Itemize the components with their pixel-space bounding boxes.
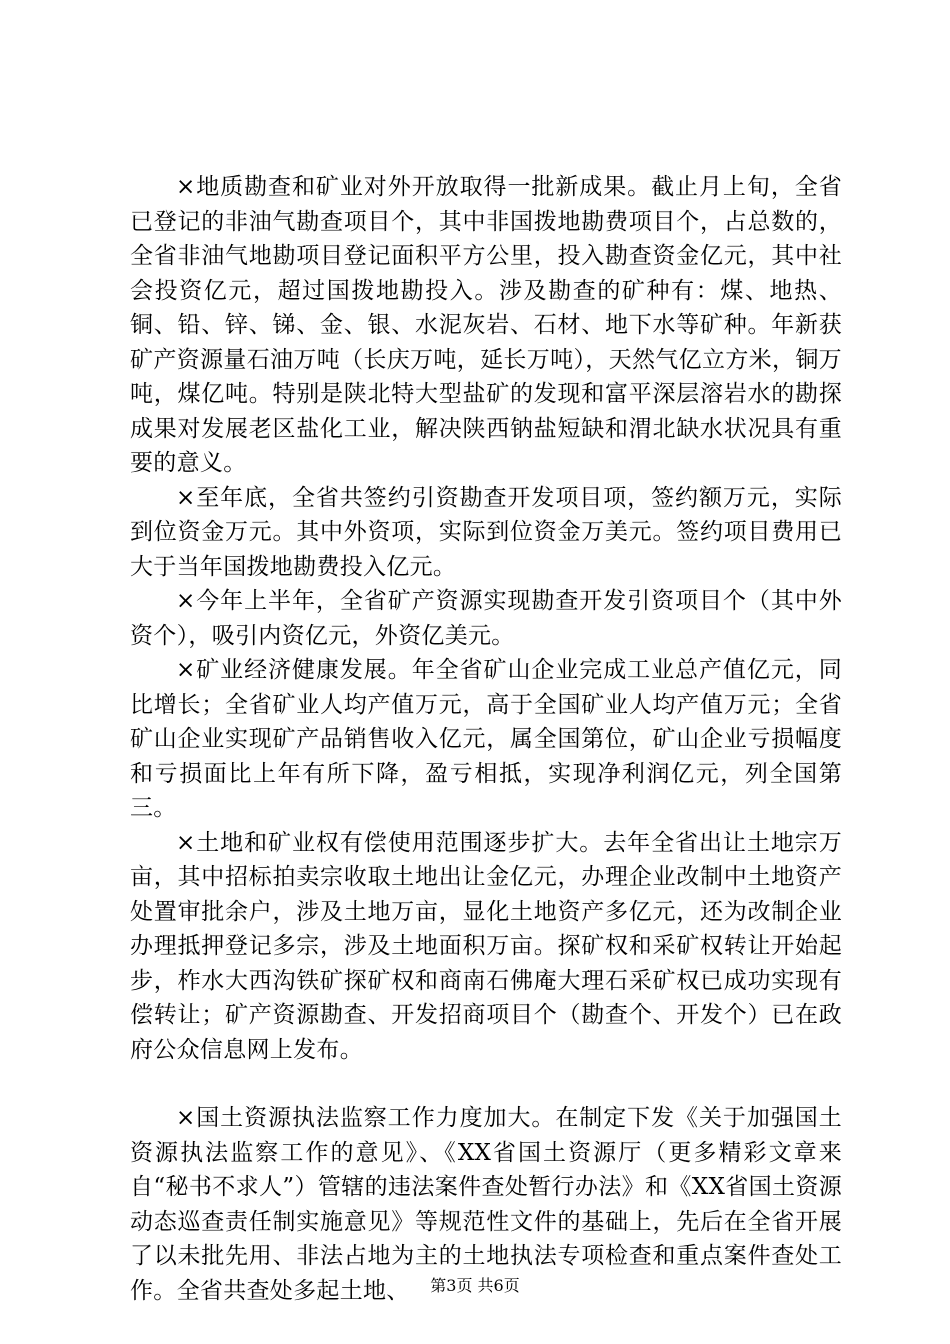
paragraph-law-enforcement: ×国土资源执法监察工作力度加大。在制定下发《关于加强国土资源执法监察工作的意见》、《XX省国土资源厅（更多精彩文章来自“秘书不求人”）管辖的违法案件查处暂行办法》和《XX省国土资源动态巡查责任制实施意见》等规范性文件的基础上，先后在全省开展了以未批先用、非法占地为主的土地执法专项检查和重点案件查处工作。全省共查处多起土地、 [130,1105,842,1304]
paragraph-first-half-year: ×今年上半年，全省矿产资源实现勘查开发引资项目个（其中外资个），吸引内资亿元，外资亿美元。 [130,588,842,649]
paragraph-mining-economy: ×矿业经济健康发展。年全省矿山企业完成工业总产值亿元，同比增长；全省矿业人均产值万元，高于全国矿业人均产值万元；全省矿山企业实现矿产品销售收入亿元，属全国第位，矿山企业亏损幅度和亏损面比上年有所下降，盈亏相抵，实现净利润亿元，列全国第三。 [130,657,842,821]
paragraph-land-mining-rights: ×土地和矿业权有偿使用范围逐步扩大。去年全省出让土地宗万亩，其中招标拍卖宗收取土地出让金亿元，办理企业改制中土地资产处置审批余户，涉及土地万亩，显化土地资产多亿元，还为改制企业办理抵押登记多宗，涉及土地面积万亩。探矿权和采矿权转让开始起步，柞水大西沟铁矿探矿权和商南石佛庵大理石采矿权已成功实现有偿转让；矿产资源勘查、开发招商项目个（勘查个、开发个）已在政府公众信息网上发布。 [130,829,842,1063]
page-footer: 第3页 共6页 [430,1276,520,1295]
body-text [130,170,842,1308]
paragraph-geological-survey: ×地质勘查和矿业对外开放取得一批新成果。截止月上旬，全省已登记的非油气勘查项目个，其中非国拨地勘费项目个，占总数的，全省非油气地勘项目登记面积平方公里，投入勘查资金亿元，其中社会投资亿元，超过国拨地勘投入。涉及勘查的矿种有：煤、地热、铜、铅、锌、锑、金、银、水泥灰岩、石材、地下水等矿种。年新获矿产资源量石油万吨（长庆万吨，延长万吨），天然气亿立方米，铜万吨，煤亿吨。特别是陕北特大型盐矿的发现和富平深层溶岩水的勘探成果对发展老区盐化工业，解决陕西钠盐短缺和渭北缺水状况具有重要的意义。 [130,174,842,476]
paragraph-investment-signing: ×至年底，全省共签约引资勘查开发项目项，签约额万元，实际到位资金万元。其中外资项，实际到位资金万美元。签约项目费用已大于当年国拨地勘费投入亿元。 [130,484,842,580]
